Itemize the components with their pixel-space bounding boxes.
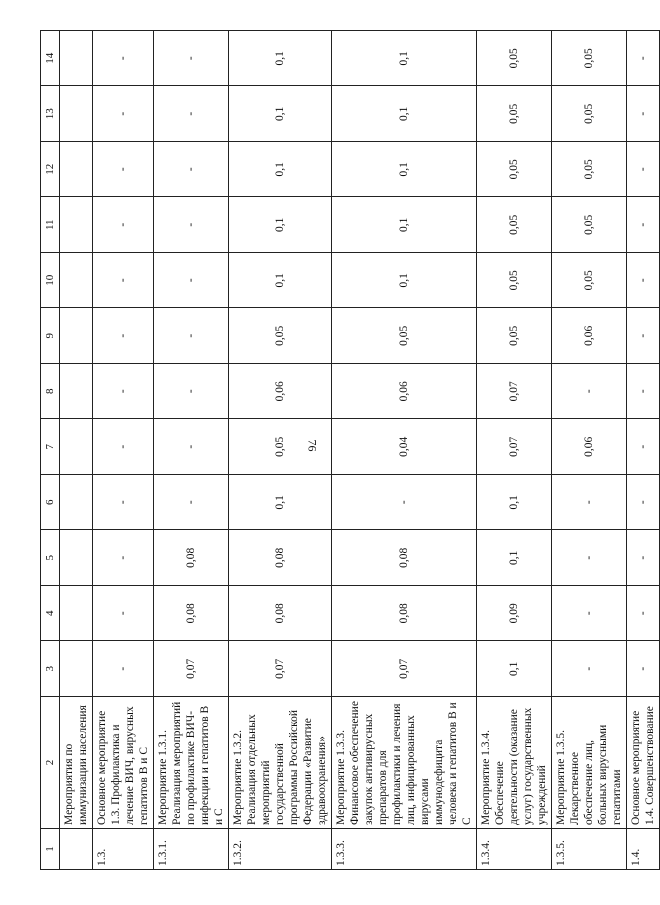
value-cell: 0,1 bbox=[229, 253, 332, 309]
row-name: Мероприятие 1.3.4. Обеспечение деятельности (оказание услуг) государственных учреждений bbox=[477, 697, 552, 829]
value-cell: 0,08 bbox=[229, 586, 332, 642]
value-cell: - bbox=[332, 475, 477, 531]
value-cell: 0,05 bbox=[552, 142, 627, 198]
value-cell: 0,06 bbox=[552, 419, 627, 475]
column-header: 9 bbox=[41, 308, 60, 364]
value-cell: 0,05 bbox=[229, 419, 332, 475]
row-code: 1.3.2. bbox=[229, 829, 332, 870]
value-cell: - bbox=[93, 586, 154, 642]
value-cell: 0,08 bbox=[154, 530, 229, 586]
value-cell: 0,07 bbox=[229, 641, 332, 697]
value-cell: 0,09 bbox=[477, 586, 552, 642]
value-cell: - bbox=[627, 253, 660, 309]
value-cell: 0,05 bbox=[477, 197, 552, 253]
column-header: 13 bbox=[41, 86, 60, 142]
row-code: 1.3. bbox=[93, 829, 154, 870]
value-cell: 0,05 bbox=[477, 86, 552, 142]
value-cell: - bbox=[154, 308, 229, 364]
row-name: Основное мероприятие 1.3. Профилактика и лечение ВИЧ, вирусных гепатитов В и С bbox=[93, 697, 154, 829]
value-cell: - bbox=[154, 253, 229, 309]
value-cell: - bbox=[627, 419, 660, 475]
value-cell: - bbox=[627, 308, 660, 364]
row-name: Мероприятия по иммунизации населения bbox=[60, 697, 93, 829]
row-code: 1.3.3. bbox=[332, 829, 477, 870]
value-cell: 0,04 bbox=[332, 419, 477, 475]
value-cell: 0,1 bbox=[229, 86, 332, 142]
row-code: 1.3.1. bbox=[154, 829, 229, 870]
value-cell: - bbox=[627, 86, 660, 142]
value-cell: - bbox=[93, 253, 154, 309]
value-cell: - bbox=[93, 475, 154, 531]
value-cell: 0,08 bbox=[154, 586, 229, 642]
value-cell: 0,05 bbox=[477, 31, 552, 87]
value-cell: - bbox=[93, 641, 154, 697]
value-cell bbox=[60, 475, 93, 531]
value-cell: - bbox=[93, 308, 154, 364]
value-cell: - bbox=[93, 419, 154, 475]
value-cell: 0,1 bbox=[332, 86, 477, 142]
value-cell: - bbox=[552, 641, 627, 697]
row-name: Мероприятие 1.3.3. Финансовое обеспечение закупок антивирусных препаратов для профилактики и лечения лиц, инфицированных вирусами иммунодефицита человека и гепатитов В и С bbox=[332, 697, 477, 829]
row-code bbox=[60, 829, 93, 870]
page-number: 76 bbox=[305, 439, 320, 452]
table-row bbox=[154, 31, 229, 870]
value-cell: - bbox=[93, 530, 154, 586]
value-cell: - bbox=[154, 142, 229, 198]
value-cell: 0,05 bbox=[477, 253, 552, 309]
value-cell: - bbox=[627, 364, 660, 420]
value-cell: 0,07 bbox=[154, 641, 229, 697]
value-cell bbox=[60, 530, 93, 586]
value-cell: - bbox=[627, 475, 660, 531]
value-cell: 0,1 bbox=[229, 31, 332, 87]
value-cell: 0,08 bbox=[332, 586, 477, 642]
value-cell: 0,1 bbox=[332, 197, 477, 253]
value-cell bbox=[60, 641, 93, 697]
value-cell bbox=[60, 197, 93, 253]
table-row bbox=[552, 31, 627, 870]
value-cell: - bbox=[627, 142, 660, 198]
value-cell: - bbox=[93, 197, 154, 253]
value-cell: - bbox=[627, 586, 660, 642]
table-row bbox=[332, 31, 477, 870]
column-header: 12 bbox=[41, 142, 60, 198]
value-cell: - bbox=[154, 31, 229, 87]
row-code: 1.3.5. bbox=[552, 829, 627, 870]
value-cell: 0,08 bbox=[229, 530, 332, 586]
value-cell: - bbox=[154, 475, 229, 531]
column-header: 11 bbox=[41, 197, 60, 253]
value-cell: 0,07 bbox=[332, 641, 477, 697]
value-cell: - bbox=[154, 364, 229, 420]
column-header: 2 bbox=[41, 697, 60, 829]
table-row bbox=[627, 31, 660, 870]
value-cell: 0,06 bbox=[332, 364, 477, 420]
value-cell: 0,05 bbox=[477, 308, 552, 364]
table-row bbox=[229, 31, 332, 870]
value-cell: 0,05 bbox=[477, 142, 552, 198]
value-cell bbox=[60, 31, 93, 87]
row-name: Мероприятие 1.3.2. Реализация отдельных мероприятий государственной программы Российской Федерации «Развитие здравоохранения» bbox=[229, 697, 332, 829]
value-cell: 0,07 bbox=[477, 419, 552, 475]
value-cell bbox=[60, 419, 93, 475]
value-cell: 0,1 bbox=[229, 475, 332, 531]
table-row bbox=[477, 31, 552, 870]
value-cell: 0,1 bbox=[332, 253, 477, 309]
value-cell: 0,1 bbox=[229, 142, 332, 198]
value-cell bbox=[60, 364, 93, 420]
value-cell: 0,1 bbox=[332, 142, 477, 198]
value-cell: - bbox=[93, 142, 154, 198]
column-header: 1 bbox=[41, 829, 60, 870]
column-header: 7 bbox=[41, 419, 60, 475]
table-body bbox=[60, 31, 660, 870]
value-cell bbox=[60, 253, 93, 309]
row-code: 1.4. bbox=[627, 829, 660, 870]
value-cell: 0,1 bbox=[477, 475, 552, 531]
value-cell: - bbox=[154, 197, 229, 253]
value-cell: 0,05 bbox=[552, 197, 627, 253]
column-header: 10 bbox=[41, 253, 60, 309]
value-cell: 0,1 bbox=[229, 197, 332, 253]
column-header: 5 bbox=[41, 530, 60, 586]
header-row bbox=[41, 31, 60, 870]
value-cell: 0,05 bbox=[552, 253, 627, 309]
value-cell: - bbox=[93, 31, 154, 87]
table-row bbox=[60, 31, 93, 870]
value-cell: 0,07 bbox=[477, 364, 552, 420]
row-name: Мероприятие 1.3.1. Реализация мероприятий по профилактике ВИЧ-инфекции и гепатитов В и С bbox=[154, 697, 229, 829]
value-cell: - bbox=[627, 197, 660, 253]
value-cell: 0,05 bbox=[552, 86, 627, 142]
value-cell bbox=[60, 86, 93, 142]
value-cell: - bbox=[552, 475, 627, 531]
value-cell: - bbox=[627, 31, 660, 87]
value-cell: 0,05 bbox=[552, 31, 627, 87]
value-cell: 0,05 bbox=[332, 308, 477, 364]
value-cell: 0,1 bbox=[477, 641, 552, 697]
column-header: 6 bbox=[41, 475, 60, 531]
value-cell: 0,1 bbox=[477, 530, 552, 586]
value-cell: - bbox=[552, 530, 627, 586]
value-cell: - bbox=[627, 530, 660, 586]
value-cell: 0,1 bbox=[332, 31, 477, 87]
table-row bbox=[93, 31, 154, 870]
column-header: 4 bbox=[41, 586, 60, 642]
value-cell: 0,06 bbox=[229, 364, 332, 420]
row-name: Основное мероприятие 1.4. Совершенствование bbox=[627, 697, 660, 829]
value-cell bbox=[60, 308, 93, 364]
column-header: 14 bbox=[41, 31, 60, 87]
value-cell bbox=[60, 142, 93, 198]
column-header: 8 bbox=[41, 364, 60, 420]
value-cell: - bbox=[552, 364, 627, 420]
row-name: Мероприятие 1.3.5. Лекарственное обеспечение лиц, больных вирусными гепатитами bbox=[552, 697, 627, 829]
value-cell: 0,08 bbox=[332, 530, 477, 586]
value-cell: - bbox=[93, 364, 154, 420]
value-cell: - bbox=[93, 86, 154, 142]
value-cell: - bbox=[154, 86, 229, 142]
value-cell: - bbox=[552, 586, 627, 642]
row-code: 1.3.4. bbox=[477, 829, 552, 870]
value-cell: - bbox=[154, 419, 229, 475]
value-cell: - bbox=[627, 641, 660, 697]
rotated-table-container bbox=[40, 30, 656, 870]
value-cell bbox=[60, 586, 93, 642]
value-cell: 0,05 bbox=[229, 308, 332, 364]
indicators-table bbox=[40, 30, 660, 870]
column-header: 3 bbox=[41, 641, 60, 697]
value-cell: 0,06 bbox=[552, 308, 627, 364]
